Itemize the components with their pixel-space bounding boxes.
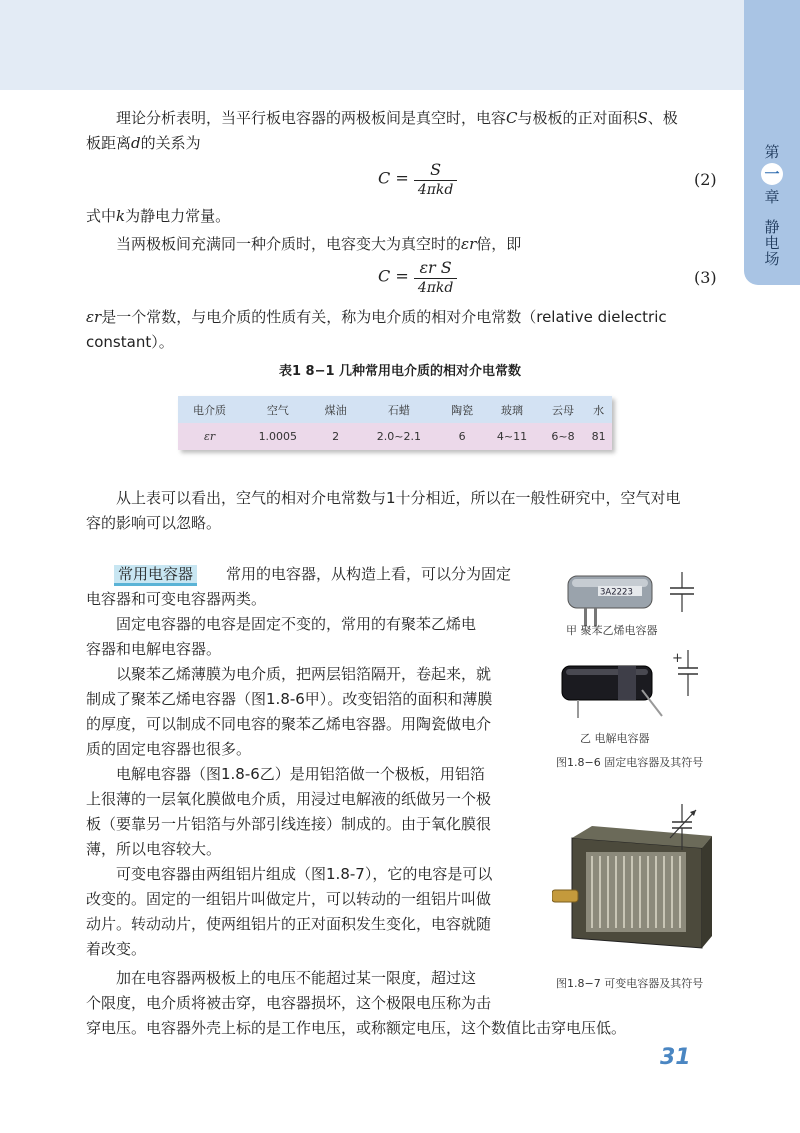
- figure-caption-b: 乙 电解电容器: [580, 732, 650, 745]
- plus-sign: +: [672, 651, 683, 666]
- capacitor-symbol-icon: [668, 572, 696, 612]
- paragraph-4-line-2: constant）。: [86, 333, 174, 351]
- section-line: 的厚度，可以制成不同电容的聚苯乙烯电容器。用陶瓷做电介: [86, 715, 492, 733]
- text: 板距离: [86, 134, 132, 152]
- section-line: 板（要靠另一片铝箔与外部引线连接）制成的。由于氧化膜很: [86, 815, 492, 833]
- section-line: 上很薄的一层氧化膜做电介质，用浸过电解液的纸做另一个极: [86, 790, 492, 808]
- table-header-cell: 煤油: [315, 396, 357, 423]
- text: 理论分析表明，当平行板电容器的两极板间是真空时，电容: [116, 109, 507, 127]
- section-line: 改变的。固定的一组铝片叫做定片，可以转动的一组铝片叫做: [86, 890, 492, 908]
- table-header-row: [178, 396, 612, 423]
- table-cell: 6~8: [541, 423, 585, 450]
- paragraph-4-line-1: [86, 305, 667, 329]
- chapter-title-2: 电: [764, 234, 780, 252]
- paragraph-1-line-1: [116, 106, 678, 130]
- text: 倍，即: [476, 235, 522, 253]
- eq2-fraction: [414, 160, 458, 198]
- paragraph-5-line-2: 容的影响可以忽略。: [86, 514, 222, 532]
- section-line: 动片。转动动片，使两组铝片的正对面积发生变化，电容就随: [86, 915, 492, 933]
- table-cell: εr: [178, 423, 241, 450]
- chapter-suffix: 章: [764, 188, 780, 206]
- var-d: d: [131, 134, 141, 152]
- table-header-cell: 电介质: [178, 396, 241, 423]
- section-line: 固定电容器的电容是固定不变的，常用的有聚苯乙烯电: [116, 615, 477, 633]
- table-cell: 81: [585, 423, 612, 450]
- chapter-title-1: 静: [764, 218, 780, 236]
- paragraph-1-line-2: [86, 131, 201, 155]
- section-line: 可变电容器由两组铝片组成（图1.8-7），它的电容是可以: [116, 865, 493, 883]
- variable-capacitor-symbol-icon: [668, 804, 700, 850]
- text: 、极: [647, 109, 678, 127]
- table-caption: 表1 8−1 几种常用电介质的相对介电常数: [278, 364, 522, 379]
- capacitor-label: 3A2223: [600, 587, 633, 598]
- var-epsilon-r: εr: [86, 308, 102, 326]
- table-row: [178, 423, 612, 450]
- eq3-denominator: 4πkd: [417, 280, 454, 296]
- paragraph-5-line-1: 从上表可以看出，空气的相对介电常数与1十分相近，所以在一般性研究中，空气对电: [116, 489, 681, 507]
- text: 是一个常数，与电介质的性质有关，称为电介质的相对介电常数（relative dielectric: [101, 308, 667, 326]
- chapter-tab[interactable]: [744, 0, 800, 285]
- polarized-capacitor-symbol-icon: [672, 650, 700, 696]
- equation-3: [378, 258, 457, 296]
- chapter-prefix: 第: [764, 143, 780, 161]
- eq2-numerator: S: [414, 160, 458, 181]
- section-line: 容器和电解电容器。: [86, 640, 222, 658]
- var-k: k: [116, 207, 126, 225]
- figure-caption-a: 甲 聚苯乙烯电容器: [566, 624, 658, 637]
- table-header-cell: 玻璃: [483, 396, 541, 423]
- text: 当两极板间充满同一种介质时，电容变大为真空时的: [116, 235, 462, 253]
- figure-caption-1-8-6: 图1.8−6 固定电容器及其符号: [556, 756, 704, 769]
- polystyrene-capacitor-photo: [562, 568, 662, 628]
- dielectric-table: [178, 396, 612, 450]
- table-header-cell: 陶瓷: [441, 396, 483, 423]
- text: 式中: [86, 207, 117, 225]
- table-cell: 1.0005: [241, 423, 315, 450]
- eq2-denominator: 4πkd: [417, 182, 454, 198]
- header-band: [0, 0, 744, 90]
- section-line: 电容器和可变电容器两类。: [86, 590, 267, 608]
- table-header-cell: 空气: [241, 396, 315, 423]
- table-header-cell: 云母: [541, 396, 585, 423]
- section-line: 加在电容器两极板上的电压不能超过某一限度，超过这: [116, 969, 477, 987]
- section-line: 着改变。: [86, 940, 147, 958]
- text: 为静电力常量。: [125, 207, 231, 225]
- text: 与极板的正对面积: [517, 109, 638, 127]
- page-number: 31: [660, 1045, 691, 1070]
- eq3-lhs: C =: [378, 266, 409, 286]
- table-header-cell: 石蜡: [357, 396, 441, 423]
- table-cell: 2: [315, 423, 357, 450]
- section-line: 电解电容器（图1.8-6乙）是用铝箔做一个极板，用铝箔: [116, 765, 485, 783]
- eq2-lhs: C =: [378, 168, 409, 188]
- section-line: 以聚苯乙烯薄膜为电介质，把两层铝箔隔开，卷起来，就: [116, 665, 492, 683]
- chapter-title-3: 场: [764, 250, 780, 268]
- section-last-line: 穿电压。电容器外壳上标的是工作电压，或称额定电压，这个数值比击穿电压低。: [86, 1019, 627, 1037]
- equation-2: [378, 160, 457, 198]
- table-cell: 2.0~2.1: [357, 423, 441, 450]
- paragraph-3: [116, 232, 521, 256]
- var-C: C: [506, 109, 518, 127]
- text: 的关系为: [140, 134, 201, 152]
- var-epsilon-r: εr: [461, 235, 477, 253]
- eq3-fraction: [414, 258, 458, 296]
- figure-caption-1-8-7: 图1.8−7 可变电容器及其符号: [556, 977, 704, 990]
- equation-2-number: (2): [694, 170, 717, 189]
- var-S: S: [637, 109, 648, 127]
- equation-3-number: (3): [694, 268, 717, 287]
- section-heading: 常用电容器: [114, 565, 197, 586]
- table-header-cell: 水: [585, 396, 612, 423]
- section-line: 常用的电容器，从构造上看，可以分为固定: [226, 565, 512, 583]
- section-line: 制成了聚苯乙烯电容器（图1.8-6甲）。改变铝箔的面积和薄膜: [86, 690, 493, 708]
- section-line: 薄，所以电容较大。: [86, 840, 222, 858]
- table-cell: 4~11: [483, 423, 541, 450]
- eq3-numerator: εr S: [414, 258, 458, 279]
- table-cell: 6: [441, 423, 483, 450]
- section-line: 个限度，电介质将被击穿，电容器损坏，这个极限电压称为击: [86, 994, 492, 1012]
- section-line: 质的固定电容器也很多。: [86, 740, 252, 758]
- electrolytic-capacitor-photo: [558, 660, 668, 722]
- paragraph-2: [86, 204, 230, 228]
- chapter-number: 一: [761, 163, 783, 185]
